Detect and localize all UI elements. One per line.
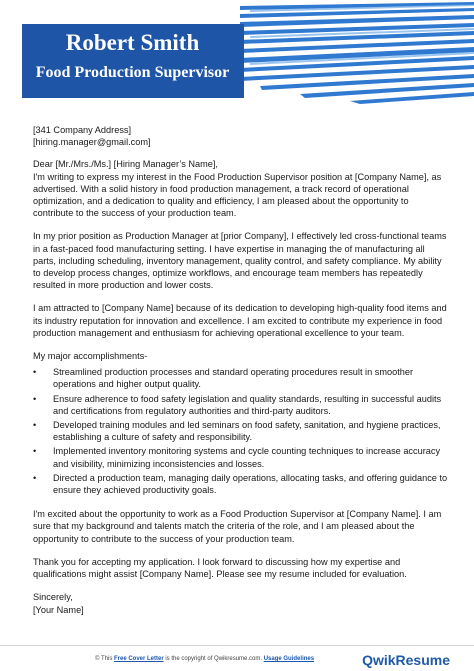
signoff-name: [Your Name]: [33, 604, 84, 615]
page-footer: [0, 645, 474, 671]
qwikresume-logo: [362, 652, 450, 668]
accomplishment-text: Ensure adherence to food safety legislation and quality standards, resulting in successful audits and certifications from regulatory authorities and third-party auditors.: [53, 393, 442, 416]
applicant-job-title: Food Production Supervisor: [35, 64, 230, 81]
applicant-name: Robert Smith: [65, 30, 200, 55]
free-cover-letter-link[interactable]: Free Cover Letter: [113, 656, 164, 662]
closing-paragraph: Thank you for accepting my application. I look forward to discussing how my expertise and qualifications might assist [Company Name]. Please see my resume included for evaluation.: [33, 556, 407, 580]
closing-paragraph: I'm excited about the opportunity to work as a Food Production Supervisor at [Company Name]. I am sure that my background and talents match the criteria of the role, and I am pleased about the opportunity to contribute to the success of your production team.: [33, 509, 442, 544]
logo-text: wikResume: [372, 652, 450, 668]
copyright-notice: [95, 656, 314, 662]
bullet-icon: •: [33, 420, 37, 431]
list-item: [33, 472, 448, 496]
accomplishment-text: Streamlined production processes and standard operating procedures result in smoother operations and higher output quality.: [53, 367, 414, 390]
usage-guidelines-link[interactable]: Usage Guidelines: [263, 656, 315, 662]
salutation: Dear [Mr./Mrs./Ms.] [Hiring Manager’s Name],: [33, 159, 218, 170]
body-paragraph: I'm writing to express my interest in the Food Production Supervisor position at [Company Name], as advertised. With a solid history in food production management, a track record of operational optimization, and a dedication to quality and efficiency, I am pleased about the opportunity to contribute to the success of your production team.: [33, 171, 442, 219]
accomplishment-text: Directed a production team, managing daily operations, allocating tasks, and offering guidance to ensure they achieved productivity goals.: [53, 472, 448, 496]
footer-prefix: © This: [95, 656, 114, 662]
list-item: [33, 419, 448, 443]
body-paragraph: In my prior position as Production Manager at [prior Company], I effectively led cross-functional teams in a fast-paced food manufacturing setting. I have expertise in managing the of manufacturing all parts, including scheduling, inventory management, quality control, and safety compliance. My ability to develop process changes, optimize workflows, and encourage team members has repeatedly resulted in more production and lower costs.: [33, 231, 447, 291]
logo-q: Q: [362, 652, 373, 668]
bullet-icon: •: [33, 393, 37, 404]
signoff-closing: Sincerely,: [33, 592, 73, 603]
bullet-icon: •: [33, 367, 37, 378]
list-item: [33, 393, 448, 417]
accomplishments-list: [33, 366, 448, 496]
address-line-1: [341 Company Address]: [33, 125, 132, 135]
list-item: [33, 366, 448, 390]
accomplishments-intro: My major accomplishments-: [33, 351, 148, 362]
accomplishment-text: Developed training modules and led seminars on food safety, sanitation, and hygiene practices, establishing a culture of safety and responsibility.: [53, 420, 441, 443]
footer-middle: is the copyright of Qwikresume.com.: [163, 656, 264, 662]
accomplishment-text: Implemented inventory monitoring systems and cycle counting techniques to increase accuracy and visibility, minimizing inconsistencies and losses.: [53, 446, 441, 469]
bullet-icon: •: [33, 472, 37, 483]
body-paragraph: I am attracted to [Company Name] because of its dedication to developing high-quality food items and its industry reputation for innovation and excellence. I am excited to contribute my experience in food production management and enthusiasm for achieving operational excellence to your team.: [33, 303, 447, 338]
company-address-block: [33, 124, 448, 148]
address-line-2: [hiring.manager@gmail.com]: [33, 137, 151, 148]
list-item: [33, 445, 448, 469]
letter-header: [0, 0, 474, 112]
letter-body: [33, 124, 448, 616]
name-block: [25, 30, 240, 94]
bullet-icon: •: [33, 446, 37, 457]
